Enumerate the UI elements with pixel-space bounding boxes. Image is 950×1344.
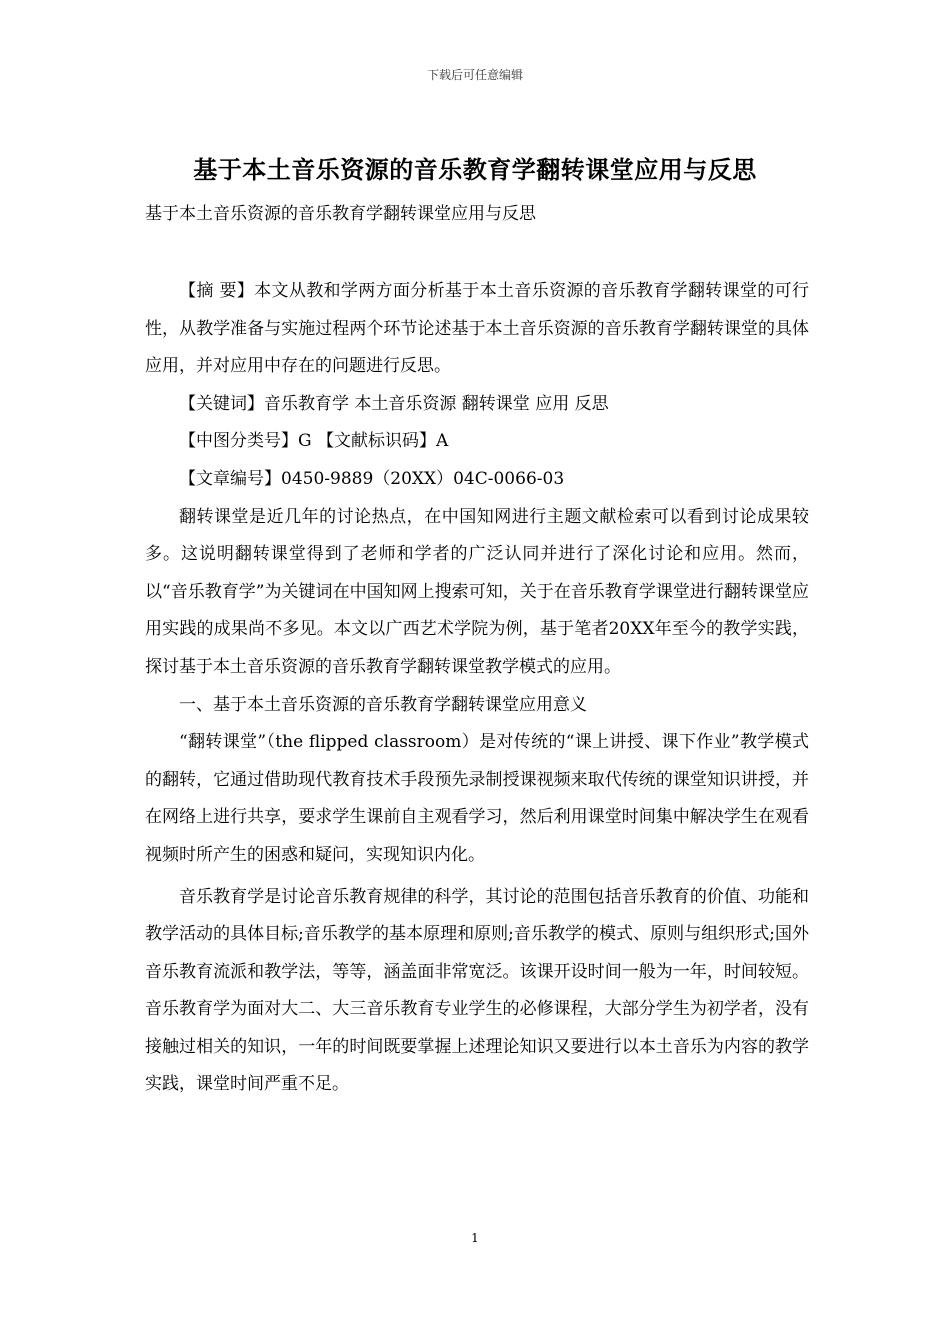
flipped-definition-paragraph: “翻转课堂”（the flipped classroom）是对传统的“课上讲授、课下作业”教学模式的翻转，它通过借助现代教育技术手段预先录制授课视频来取代传统的课堂知识讲授，并在网络上进行共享，要求学生课前自主观看学习，然后利用课堂时间集中解决学生在观看视频时所产生的困惑和疑问，实现知识内化。 — [145, 732, 809, 865]
page-number: 1 — [471, 1231, 479, 1245]
keywords-paragraph: 【关键词】音乐教育学 本土音乐资源 翻转课堂 应用 反思 — [179, 393, 609, 414]
article-number-paragraph: 【文章编号】0450-9889（20XX）04C-0066-03 — [179, 468, 565, 489]
subtitle: 基于本土音乐资源的音乐教育学翻转课堂应用与反思 — [145, 204, 536, 224]
classification-paragraph: 【中图分类号】G 【文献标识码】A — [179, 431, 449, 452]
header-note: 下载后可任意编辑 — [426, 68, 523, 82]
section-heading: 一、基于本土音乐资源的音乐教育学翻转课堂应用意义 — [179, 694, 587, 715]
document-body — [145, 273, 809, 1104]
page-title: 基于本土音乐资源的音乐教育学翻转课堂应用与反思 — [193, 156, 757, 184]
music-education-paragraph: 音乐教育学是讨论音乐教育规律的科学，其讨论的范围包括音乐教育的价值、功能和教学活动的具体目标;音乐教学的基本原理和原则;音乐教学的模式、原则与组织形式;国外音乐教育流派和教学法，等等，涵盖面非常宽泛。该课开设时间一般为一年，时间较短。音乐教育学为面对大二、大三音乐教育专业学生的必修课程，大部分学生为初学者，没有接触过相关的知识，一年的时间既要掌握上述理论知识又要进行以本土音乐为内容的教学实践，课堂时间严重不足。 — [145, 886, 809, 1095]
intro-paragraph: 翻转课堂是近几年的讨论热点，在中国知网进行主题文献检索可以看到讨论成果较多。这说明翻转课堂得到了老师和学者的广泛认同并进行了深化讨论和应用。然而，以“音乐教育学”为关键词在中国知网上搜索可知，关于在音乐教育学课堂进行翻转课堂应用实践的成果尚不多见。本文以广西艺术学院为例，基于笔者20XX年至今的教学实践，探讨基于本土音乐资源的音乐教育学翻转课堂教学模式的应用。 — [145, 506, 809, 677]
abstract-paragraph: 【摘 要】本文从教和学两方面分析基于本土音乐资源的音乐教育学翻转课堂的可行性，从教学准备与实施过程两个环节论述基于本土音乐资源的音乐教育学翻转课堂的具体应用，并对应用中存在的问题进行反思。 — [145, 281, 809, 377]
